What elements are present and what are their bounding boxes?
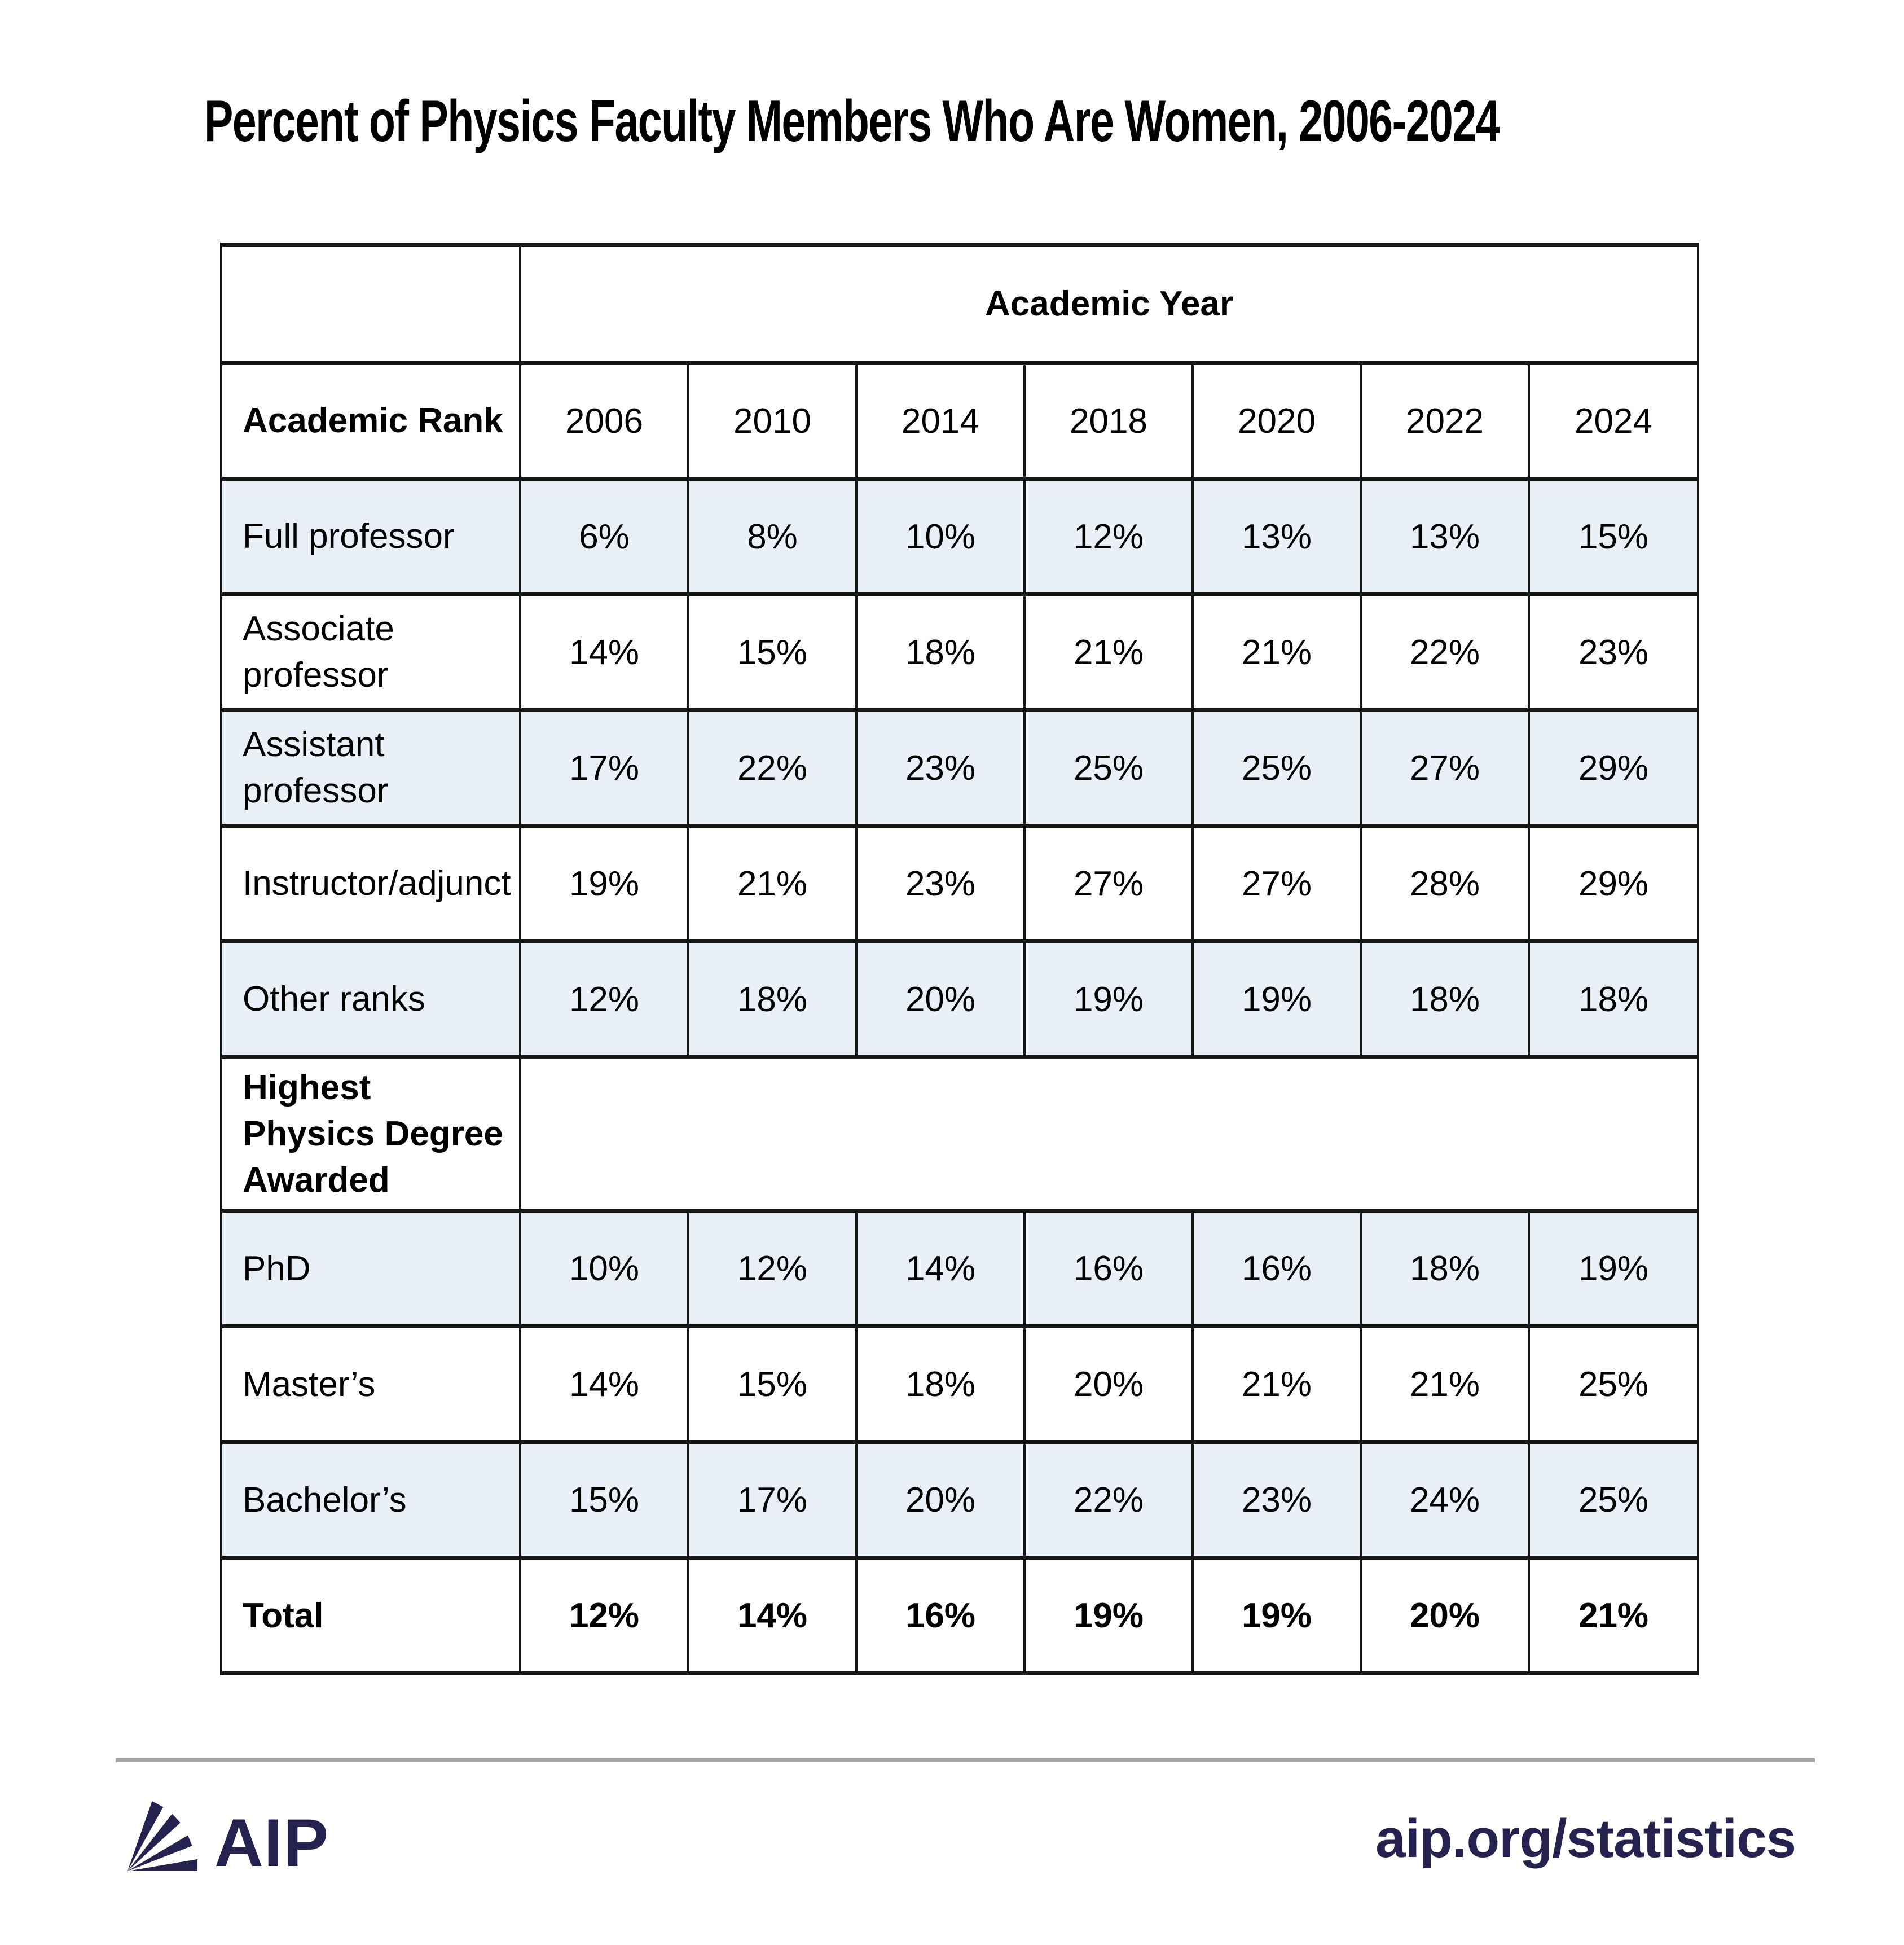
data-cell: 15% [688, 595, 856, 710]
data-cell: 14% [856, 1211, 1024, 1327]
data-cell: 16% [856, 1558, 1024, 1674]
data-cell: 20% [856, 1442, 1024, 1558]
table-row-phd [221, 1211, 1698, 1327]
aip-logo-text: AIP [214, 1805, 329, 1881]
year-group-header: Academic Year [520, 245, 1698, 363]
data-cell: 10% [856, 479, 1024, 595]
data-cell: 15% [520, 1442, 688, 1558]
data-cell: 18% [856, 1327, 1024, 1442]
data-cell: 19% [520, 826, 688, 942]
year-column-header: 2022 [1361, 363, 1529, 479]
data-cell: 27% [1193, 826, 1361, 942]
table-row-year-group-header [221, 245, 1698, 363]
data-cell: 23% [856, 710, 1024, 826]
degree-group-header: Highest Physics Degree Awarded [221, 1057, 520, 1211]
aip-logo [125, 1799, 329, 1881]
data-cell: 18% [688, 942, 856, 1057]
data-cell: 12% [1024, 479, 1193, 595]
data-cell: 25% [1529, 1442, 1698, 1558]
row-label: PhD [221, 1211, 520, 1327]
footer-divider [116, 1758, 1815, 1762]
corner-empty-cell [221, 245, 520, 363]
data-cell: 23% [1193, 1442, 1361, 1558]
table-row-instructor-adjunct [221, 826, 1698, 942]
data-cell: 25% [1024, 710, 1193, 826]
data-cell: 19% [1529, 1211, 1698, 1327]
data-cell: 20% [1024, 1327, 1193, 1442]
data-cell: 17% [520, 710, 688, 826]
row-label: Associate professor [221, 595, 520, 710]
data-cell: 29% [1529, 826, 1698, 942]
table-row-masters [221, 1327, 1698, 1442]
year-column-header: 2020 [1193, 363, 1361, 479]
data-cell: 25% [1193, 710, 1361, 826]
data-cell: 20% [1361, 1558, 1529, 1674]
data-cell: 22% [1024, 1442, 1193, 1558]
data-cell: 19% [1193, 942, 1361, 1057]
data-cell: 16% [1024, 1211, 1193, 1327]
data-cell: 8% [688, 479, 856, 595]
rank-group-header: Academic Rank [221, 363, 520, 479]
data-cell: 24% [1361, 1442, 1529, 1558]
table-row-degree-group-header [221, 1057, 1698, 1211]
data-cell: 23% [856, 826, 1024, 942]
year-column-header: 2006 [520, 363, 688, 479]
table-row-column-headers [221, 363, 1698, 479]
data-cell: 21% [1529, 1558, 1698, 1674]
table-row-total [221, 1558, 1698, 1674]
data-cell: 27% [1361, 710, 1529, 826]
page-title: Percent of Physics Faculty Members Who Are Women, 2006-2024 [204, 89, 1500, 154]
data-cell: 25% [1529, 1327, 1698, 1442]
data-cell: 22% [1361, 595, 1529, 710]
footer-url: aip.org/statistics [1375, 1808, 1796, 1869]
row-label: Instructor/adjunct [221, 826, 520, 942]
data-cell: 14% [688, 1558, 856, 1674]
data-cell: 28% [1361, 826, 1529, 942]
aip-fan-icon [125, 1799, 200, 1873]
data-cell: 18% [1361, 942, 1529, 1057]
data-cell: 19% [1024, 1558, 1193, 1674]
data-cell: 14% [520, 1327, 688, 1442]
data-cell: 21% [1193, 1327, 1361, 1442]
table-row-other-ranks [221, 942, 1698, 1057]
data-cell: 29% [1529, 710, 1698, 826]
data-cell: 23% [1529, 595, 1698, 710]
data-cell: 6% [520, 479, 688, 595]
data-cell: 12% [520, 942, 688, 1057]
row-label: Master’s [221, 1327, 520, 1442]
data-cell: 12% [520, 1558, 688, 1674]
data-cell: 18% [1361, 1211, 1529, 1327]
data-cell: 17% [688, 1442, 856, 1558]
year-column-header: 2018 [1024, 363, 1193, 479]
row-label: Assistant professor [221, 710, 520, 826]
data-cell: 22% [688, 710, 856, 826]
data-cell: 18% [1529, 942, 1698, 1057]
data-cell: 16% [1193, 1211, 1361, 1327]
data-cell: 13% [1193, 479, 1361, 595]
table-row-full-professor [221, 479, 1698, 595]
data-cell: 19% [1193, 1558, 1361, 1674]
data-cell: 15% [1529, 479, 1698, 595]
row-label: Total [221, 1558, 520, 1674]
data-cell: 18% [856, 595, 1024, 710]
data-cell: 21% [1024, 595, 1193, 710]
row-label: Other ranks [221, 942, 520, 1057]
data-cell: 12% [688, 1211, 856, 1327]
row-label: Full professor [221, 479, 520, 595]
data-cell: 27% [1024, 826, 1193, 942]
row-label: Bachelor’s [221, 1442, 520, 1558]
table-row-assistant-professor [221, 710, 1698, 826]
data-cell: 15% [688, 1327, 856, 1442]
data-cell: 19% [1024, 942, 1193, 1057]
data-cell: 21% [688, 826, 856, 942]
year-column-header: 2010 [688, 363, 856, 479]
year-column-header: 2024 [1529, 363, 1698, 479]
table-row-associate-professor [221, 595, 1698, 710]
data-cell: 21% [1361, 1327, 1529, 1442]
data-cell: 10% [520, 1211, 688, 1327]
data-cell: 14% [520, 595, 688, 710]
data-cell: 13% [1361, 479, 1529, 595]
degree-group-empty-cell [520, 1057, 1698, 1211]
table-row-bachelors [221, 1442, 1698, 1558]
data-cell: 21% [1193, 595, 1361, 710]
faculty-women-table [220, 243, 1699, 1675]
year-column-header: 2014 [856, 363, 1024, 479]
data-cell: 20% [856, 942, 1024, 1057]
